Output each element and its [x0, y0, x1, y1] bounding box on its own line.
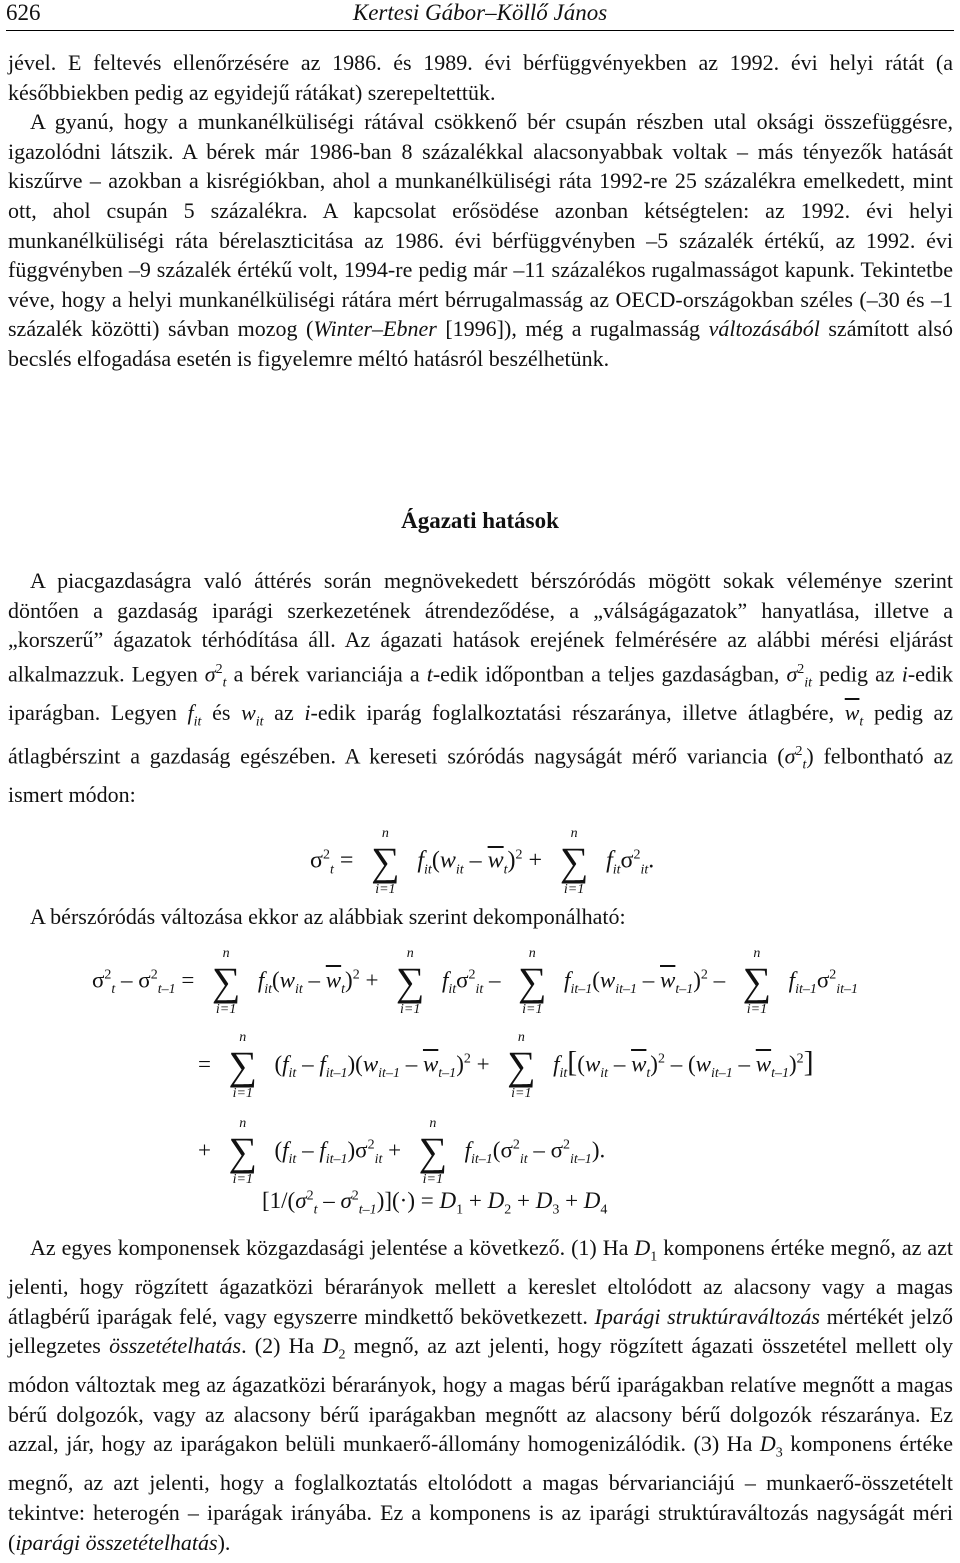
minus-sign: – [533, 1137, 545, 1163]
equation-components [262, 1188, 607, 1219]
symbol-w: w [584, 1051, 601, 1077]
plus-sign: + [468, 1188, 482, 1213]
symbol-sigma: σ [310, 847, 323, 874]
sum-upper: n [570, 826, 578, 841]
text-run: komponens értéke megnő, az azt jelenti, hogy a foglalkoztatás eltolódott a magas bérvarianciájú – munkaerő-összetételt tekintve: heterogén – iparágak irányába. Ez a komponens is az iparági struktúraváltozás nagyságát méri ( [8, 1431, 953, 1555]
symbol-sigma: σ [92, 967, 105, 993]
symbol-f: f [441, 967, 449, 993]
page-header [6, 0, 954, 31]
symbol-sigma: σ [340, 1188, 352, 1213]
sum-lower: i=1 [400, 1002, 421, 1017]
superscript: 2 [512, 1137, 520, 1153]
minus-sign: – [489, 967, 501, 993]
superscript: 2 [306, 1188, 314, 1204]
sum-sign: ∑ [507, 1043, 536, 1088]
subscript: it [475, 981, 484, 997]
minus-sign: – [469, 847, 482, 874]
paragraph-components-meaning [8, 1233, 953, 1557]
symbol-w-bar: $\overline{w}$ [422, 1051, 439, 1077]
symbol-i: i [304, 700, 311, 726]
emphasis: összetételhatás [109, 1333, 242, 1359]
sum-sign: ∑ [418, 1129, 448, 1174]
minus-sign: – [670, 1051, 683, 1077]
minus-sign: – [302, 1051, 314, 1077]
symbol-w: w [279, 967, 296, 993]
symbol-f: f [257, 967, 265, 993]
symbol-w-bar: $\overline{w}$ [325, 967, 342, 993]
symbol-sigma: σ [816, 967, 830, 993]
symbol-f: f [417, 847, 425, 874]
symbol-D: D [634, 1235, 651, 1260]
sum-sign: ∑ [371, 839, 400, 884]
text-run: )](·) = [376, 1188, 440, 1213]
subscript: it [374, 1151, 383, 1167]
superscript: 2 [633, 847, 641, 863]
citation-author: Winter–Ebner [313, 316, 437, 342]
sum-sign: ∑ [395, 959, 425, 1004]
sum-sign: ∑ [518, 959, 547, 1004]
sum-upper: n [429, 1116, 437, 1131]
equation-change-line-1: $\sigma^2_t - \sigma^2_{t-1}$ = n ∑ i=1 $f_{it}(w_{it} - \overline{w}_t)^2$ + n ∑ i=1 $f_{it}\sigma^2_{it}$ – n ∑ i=1 $f_{it-1}(w_{it-1} - \overline{w}_{t-1})^2$ – n ∑ i=1 $f_{it-1}\sigma^2_{it-1}$ [92, 946, 859, 1017]
superscript: 2 [322, 847, 330, 863]
subscript: 4 [600, 1202, 608, 1218]
sum-upper: n [753, 946, 761, 961]
subscript: it [559, 1065, 568, 1081]
symbol-sigma: σ [138, 967, 151, 993]
subscript: t–1 [675, 981, 694, 997]
sum-upper: n [517, 1030, 525, 1045]
subscript: t [646, 1065, 651, 1081]
superscript: 2 [150, 967, 158, 983]
subscript: t–1 [771, 1065, 789, 1081]
subscript: t [503, 862, 508, 878]
subscript: it–1 [570, 981, 593, 997]
minus-sign: – [323, 1188, 335, 1213]
text-run: komponens értéke megnő, az azt jelenti, hogy rögzített ágazatközi bérarányok mellett a kereslet eltolódott az alacsony vagy a magas átlagbérű iparágak felé, vagy egyszerre mindkettő bekövetkezett. [8, 1235, 953, 1329]
sum-sign: ∑ [228, 1043, 257, 1088]
superscript: 2 [351, 1188, 359, 1204]
sum-lower: i=1 [232, 1172, 253, 1187]
equals-sign: = [198, 1051, 211, 1077]
sum-upper: n [406, 946, 414, 961]
subscript: it [264, 981, 272, 997]
sum-upper: n [222, 946, 230, 961]
symbol-sigma: σ [500, 1137, 513, 1163]
text-run: ). [217, 1529, 231, 1555]
subscript: it–1 [615, 981, 638, 997]
equals-sign: = [339, 847, 354, 874]
subscript: it [600, 1065, 609, 1081]
text-run: -edik iparág foglalkoztatási részaránya, illetve átlagbére, [310, 700, 845, 726]
text-run: [1/( [262, 1188, 296, 1213]
minus-sign: – [302, 1137, 314, 1163]
subscript: it [193, 714, 202, 730]
superscript: 2 [104, 967, 112, 983]
subscript: 1 [456, 1202, 464, 1218]
emphasis: iparági összetételhatás [15, 1529, 218, 1555]
subscript: it [640, 862, 649, 878]
minus-sign: – [642, 967, 655, 993]
minus-sign: – [121, 967, 133, 993]
sum-lower: i=1 [375, 882, 396, 897]
subscript: t–1 [438, 1065, 457, 1081]
subscript: it–1 [570, 1151, 592, 1167]
subscript: it [255, 714, 264, 730]
equation-change-line-3: + n ∑ i=1 $(f_{it} - f_{it-1})\sigma^2_{it}$ + n ∑ i=1 $f_{it-1}(\sigma^2_{it} - \sigma^2_{it-1})$. [198, 1116, 606, 1187]
symbol-t: t [426, 661, 433, 687]
symbol-D: D [487, 1188, 505, 1213]
paragraph-intro [8, 48, 953, 374]
subscript: it [519, 1151, 528, 1167]
summation [221, 1030, 265, 1102]
superscript: 2 [468, 967, 476, 983]
sum-lower: i=1 [563, 882, 585, 897]
subscript: 1 [650, 1249, 658, 1265]
symbol-sigma: σ [620, 847, 634, 874]
paragraph-definitions [8, 566, 953, 810]
symbol-sigma: σ [295, 1188, 307, 1213]
subscript: it [804, 675, 813, 691]
paragraph-components [8, 1233, 953, 1557]
equals-sign: = [181, 967, 195, 993]
text-run: pedig az átlagbérszint a gazdaság egészében. A kereseti szóródás nagyságát mérő variancia ( [8, 700, 954, 769]
symbol-w: w [241, 700, 256, 726]
symbol-w-bar: $\overline{w}$ [844, 700, 860, 726]
sum-upper: n [239, 1030, 247, 1045]
summation [204, 946, 248, 1018]
text-run: [1996]), még a rugalmasság [436, 316, 709, 342]
subscript: it [288, 1151, 297, 1167]
superscript: 2 [700, 967, 708, 983]
paragraph-wage-elasticity [8, 107, 953, 373]
subscript: t–1 [157, 981, 176, 997]
text-run: A gyanú, hogy a munkanélküliségi rátával csökkenő bér csupán részben utal oksági összefüggésre, igazolódni látszik. A bérek már 1986-ban 8 százalékkal alacsonyabbak voltak – más tényezők hatását kiszűrve – azokban a kisrégiókban, ahol a munkanélküliségi ráta 1992-re 25 százalékra emelkedett, mint ott, ahol csupán 5 százalékra. A kapcsolat erősödése azonban kétségtelen: az 1992. évi helyi munkanélküliségi ráta bérelaszticitása az 1986. évi bérfüggvényben –5 százalék értékű, az 1992. évi függvényben –9 százalék értékű volt, 1994-re pedig már –11 százalékos rugalmasságot kapunk. Tekintetbe véve, hogy a helyi munkanélküliségi rátára mért bérrugalmasság az OECD-országokban széles (–30 és –1 százalék közötti) sávban mozog ( [8, 109, 953, 342]
sum-lower: i=1 [746, 1002, 768, 1017]
sum-lower: i=1 [422, 1172, 444, 1187]
subscript: it [612, 862, 621, 878]
text-line: helyi rátát (a későbbiekben pedig az egyidejű rátákat) szerepeltettük. [8, 50, 953, 105]
superscript: 2 [215, 661, 223, 677]
symbol-D: D [759, 1431, 776, 1457]
text-run: ) felbontható az ismert módon: [8, 743, 953, 808]
section-heading: Ágazati hatások [401, 508, 559, 533]
sum-sign: ∑ [211, 959, 241, 1004]
subscript: t [859, 714, 864, 730]
text-run: Az egyes komponensek közgazdasági jelentése a következő. (1) Ha [30, 1235, 635, 1260]
subscript: 2 [504, 1202, 512, 1218]
summation [363, 826, 407, 898]
symbol-sigma: σ [550, 1137, 564, 1163]
symbol-w-bar: $\overline{w}$ [755, 1051, 772, 1077]
subscript: it–1 [378, 1065, 400, 1081]
subscript: 2 [338, 1347, 346, 1363]
plus-sign: + [198, 1137, 211, 1163]
subscript: it–1 [325, 1065, 348, 1081]
paragraph-continuation [8, 48, 953, 107]
subscript: t [802, 757, 807, 773]
subscript: it [288, 1065, 297, 1081]
sum-sign: ∑ [228, 1129, 257, 1174]
symbol-D: D [439, 1188, 457, 1213]
subscript: it–1 [325, 1151, 348, 1167]
symbol-i: i [901, 661, 908, 687]
summation [510, 946, 554, 1018]
text-run: az [263, 700, 305, 726]
symbol-w-bar: $\overline{w}$ [487, 847, 504, 874]
superscript: 2 [795, 744, 803, 760]
text-run: számított alsó becslés elfogadása esetén is figyelemre méltó hatásról beszélhetünk. [8, 316, 953, 371]
superscript: 2 [367, 1137, 375, 1153]
plus-sign: + [528, 847, 543, 874]
symbol-w-bar: $\overline{w}$ [660, 967, 676, 993]
superscript: 2 [657, 1051, 665, 1067]
emphasis: változásából [708, 316, 820, 342]
subscript: it [295, 981, 303, 997]
symbol-f: f [319, 1051, 326, 1077]
superscript: 2 [515, 847, 523, 863]
subscript: t [341, 981, 346, 997]
superscript: 2 [563, 1137, 571, 1153]
text-run: -edik iparágban. Legyen [8, 661, 954, 726]
summation [411, 1116, 455, 1188]
superscript: 2 [797, 661, 805, 677]
symbol-f: f [282, 1051, 289, 1077]
emphasis: Iparági struktúraváltozás [594, 1303, 820, 1329]
period: . [648, 847, 655, 874]
subscript: it–1 [470, 1151, 493, 1167]
text-line: jével. E feltevés ellenőrzésére az 1986. és 1989. évi bérfüggvényekben az 1992. évi [8, 50, 818, 75]
symbol-f: f [282, 1137, 289, 1163]
period: . [599, 1137, 606, 1163]
symbol-w: w [362, 1051, 379, 1077]
symbol-D: D [535, 1188, 553, 1213]
symbol-w: w [599, 967, 616, 993]
text-run: A bérszóródás változása ekkor az alábbiak szerint dekomponálható: [30, 904, 626, 929]
subscript: it–1 [836, 981, 859, 997]
summation [388, 946, 432, 1018]
sum-upper: n [381, 826, 389, 841]
minus-sign: – [738, 1051, 751, 1077]
subscript: t [111, 981, 116, 997]
symbol-D: D [583, 1188, 601, 1213]
text-run: A piacgazdaságra való áttérés során megnövekedett bérszóródás mögött sokak véleménye szerint döntően a gazdaság iparági szerkezetének átrendeződése, a „válságágazatok” hanyatlása, illetve a „korszerű” ágazatok térhódítása áll. Az ágazati hatások erejének felmérésére az alábbi mérési eljárást alkalmazzuk. Legyen [8, 568, 953, 687]
summation [499, 1030, 543, 1102]
sum-lower: i=1 [232, 1086, 253, 1101]
symbol-w: w [439, 847, 456, 874]
symbol-f: f [464, 1137, 471, 1163]
subscript: it [424, 862, 432, 878]
summation [221, 1116, 265, 1188]
text-run: a bérek varianciája a [226, 661, 427, 687]
symbol-f: f [187, 700, 194, 726]
sum-sign: ∑ [742, 959, 772, 1004]
summation [735, 946, 779, 1018]
summation [552, 826, 596, 898]
subscript: t [222, 675, 227, 691]
sum-upper: n [528, 946, 536, 961]
text-run: -edik időpontban a teljes gazdaságban, [432, 661, 787, 687]
symbol-w-bar: $\overline{w}$ [631, 1051, 647, 1077]
symbol-f: f [564, 967, 571, 993]
minus-sign: – [613, 1051, 626, 1077]
subscript: 3 [775, 1445, 783, 1461]
subscript: t–1 [358, 1202, 377, 1218]
symbol-sigma: σ [786, 661, 798, 687]
text-run: pedig az [812, 661, 902, 687]
text-run: és [201, 700, 242, 726]
plus-sign: + [476, 1051, 490, 1077]
symbol-sigma: σ [456, 967, 469, 993]
symbol-D: D [322, 1333, 339, 1359]
paragraph-sectoral-method [8, 566, 953, 810]
sum-sign: ∑ [559, 839, 589, 884]
equation-variance-decomposition: $\sigma^2_t$ = n ∑ i=1 $f_{it}(w_{it} - \overline{w}_t)^2$ + n ∑ i=1 $f_{it}\sigma^2_{it}$. [310, 826, 655, 897]
sum-upper: n [239, 1116, 247, 1131]
plus-sign: + [388, 1137, 402, 1163]
plus-sign: + [565, 1188, 579, 1213]
minus-sign: – [713, 967, 726, 993]
plus-sign: + [516, 1188, 530, 1213]
symbol-sigma: σ [355, 1137, 368, 1163]
equation-change-line-2: = n ∑ i=1 $(f_{it} - f_{it-1})(w_{it-1} - \overline{w}_{t-1})^2$ + n ∑ i=1 $f_{it}[(w_{it} - \overline{w}_t)^2 - (w_{it-1} - \overline{w}_{t-1})^2]$ [198, 1030, 814, 1101]
symbol-w: w [695, 1051, 711, 1077]
sum-lower: i=1 [511, 1086, 532, 1101]
text-run: megnő, az azt jelenti, hogy rögzített ágazati összetétel mellett oly módon változtak meg az ágazatközi bérarányok, hogy a magas bérű iparágakban relatíve megnőtt a magas bérű dolgozók, vagy az alacsony bérű iparágakban megnőtt az alacsony bérű dolgozók részaránya. Ez azzal, jár, hogy az iparágakon belüli munkaerő-állomány homogenizálódik. (3) Ha [8, 1333, 953, 1457]
minus-sign: – [405, 1051, 418, 1077]
subscript: it–1 [710, 1065, 733, 1081]
running-title: Kertesi Gábor–Köllő János [352, 0, 608, 25]
subscript: t [313, 1202, 318, 1218]
symbol-f: f [788, 967, 796, 993]
paragraph-decomposition-intro [8, 902, 953, 932]
symbol-f: f [606, 847, 613, 874]
text-run: . (2) Ha [241, 1333, 323, 1359]
subscript: 3 [552, 1202, 560, 1218]
minus-sign: – [308, 967, 321, 993]
sum-lower: i=1 [215, 1002, 237, 1017]
subscript: it–1 [795, 981, 817, 997]
text-run: mértékét jelző jellegzetes [8, 1303, 953, 1359]
plus-sign: + [365, 967, 379, 993]
superscript: 2 [463, 1051, 471, 1067]
subscript: t [329, 862, 334, 878]
sum-lower: i=1 [522, 1002, 543, 1017]
symbol-sigma: σ [784, 743, 796, 769]
symbol-f: f [319, 1137, 326, 1163]
superscript: 2 [352, 967, 360, 983]
subscript: it [448, 981, 457, 997]
subscript: it [455, 862, 464, 878]
symbol-sigma: σ [204, 661, 216, 687]
page-number: 626 [6, 0, 41, 25]
superscript: 2 [829, 967, 837, 983]
superscript: 2 [796, 1051, 804, 1067]
symbol-f: f [553, 1051, 560, 1077]
